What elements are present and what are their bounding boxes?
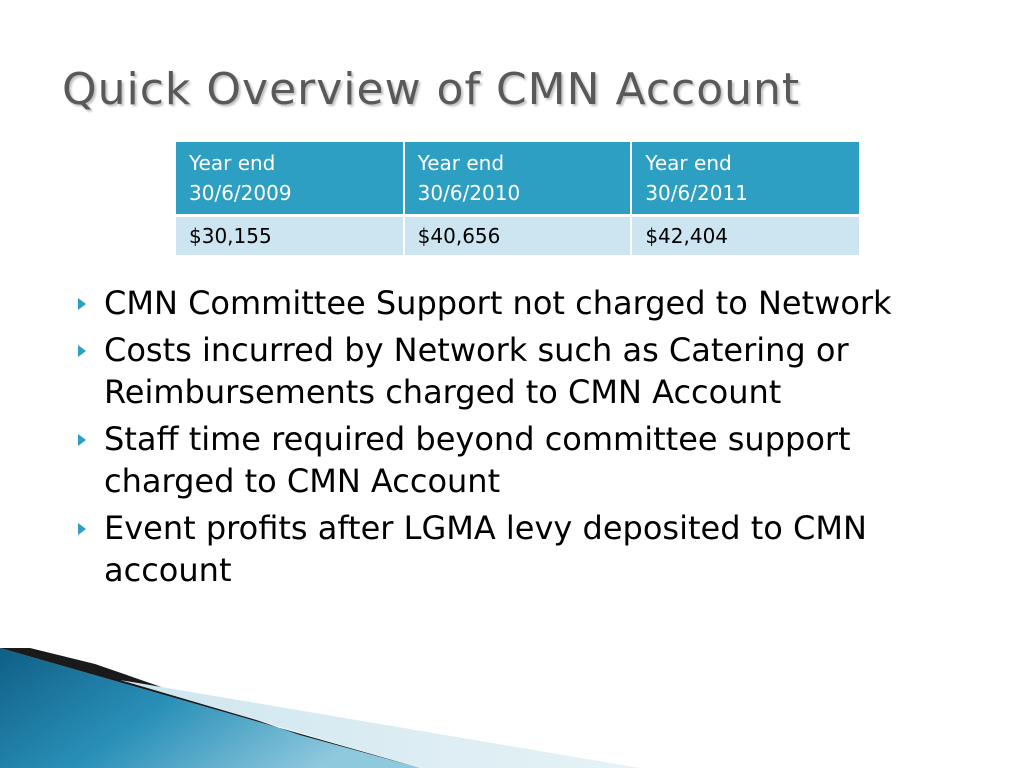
triangle-bullet-icon	[78, 298, 86, 310]
teal-wedge	[0, 648, 420, 768]
slide-title: Quick Overview of CMN Account	[62, 64, 801, 115]
table-header-row	[176, 142, 859, 216]
bullet-item	[76, 282, 976, 324]
header-date: 30/6/2011	[645, 181, 748, 205]
triangle-bullet-icon	[78, 523, 86, 535]
table-cell-value: $40,656	[404, 216, 632, 256]
table-header-cell	[176, 142, 404, 216]
triangle-bullet-icon	[78, 434, 86, 446]
bullet-text: Staff time required beyond committee support charged to CMN Account	[104, 420, 851, 500]
header-date: 30/6/2009	[189, 181, 292, 205]
pale-swoosh	[120, 680, 640, 768]
table-header-cell	[404, 142, 632, 216]
header-label: Year end	[417, 151, 505, 175]
bullet-list	[76, 282, 976, 596]
header-date: 30/6/2010	[417, 181, 521, 205]
header-label: Year end	[645, 151, 732, 175]
account-table	[176, 142, 859, 255]
bullet-text: CMN Committee Support not charged to Network	[104, 284, 892, 322]
bullet-item	[76, 329, 976, 413]
dark-swoosh	[0, 648, 420, 768]
table-header-cell	[631, 142, 859, 216]
bullet-item	[76, 507, 976, 591]
triangle-bullet-icon	[78, 345, 86, 357]
table-cell-value: $30,155	[176, 216, 404, 256]
table-row	[176, 216, 859, 256]
table-cell-value: $42,404	[631, 216, 859, 256]
bullet-item	[76, 418, 976, 502]
bullet-text: Event profits after LGMA levy deposited to CMN account	[104, 509, 867, 589]
bullet-text: Costs incurred by Network such as Catering or Reimbursements charged to CMN Account	[104, 331, 849, 411]
header-label: Year end	[189, 151, 276, 175]
